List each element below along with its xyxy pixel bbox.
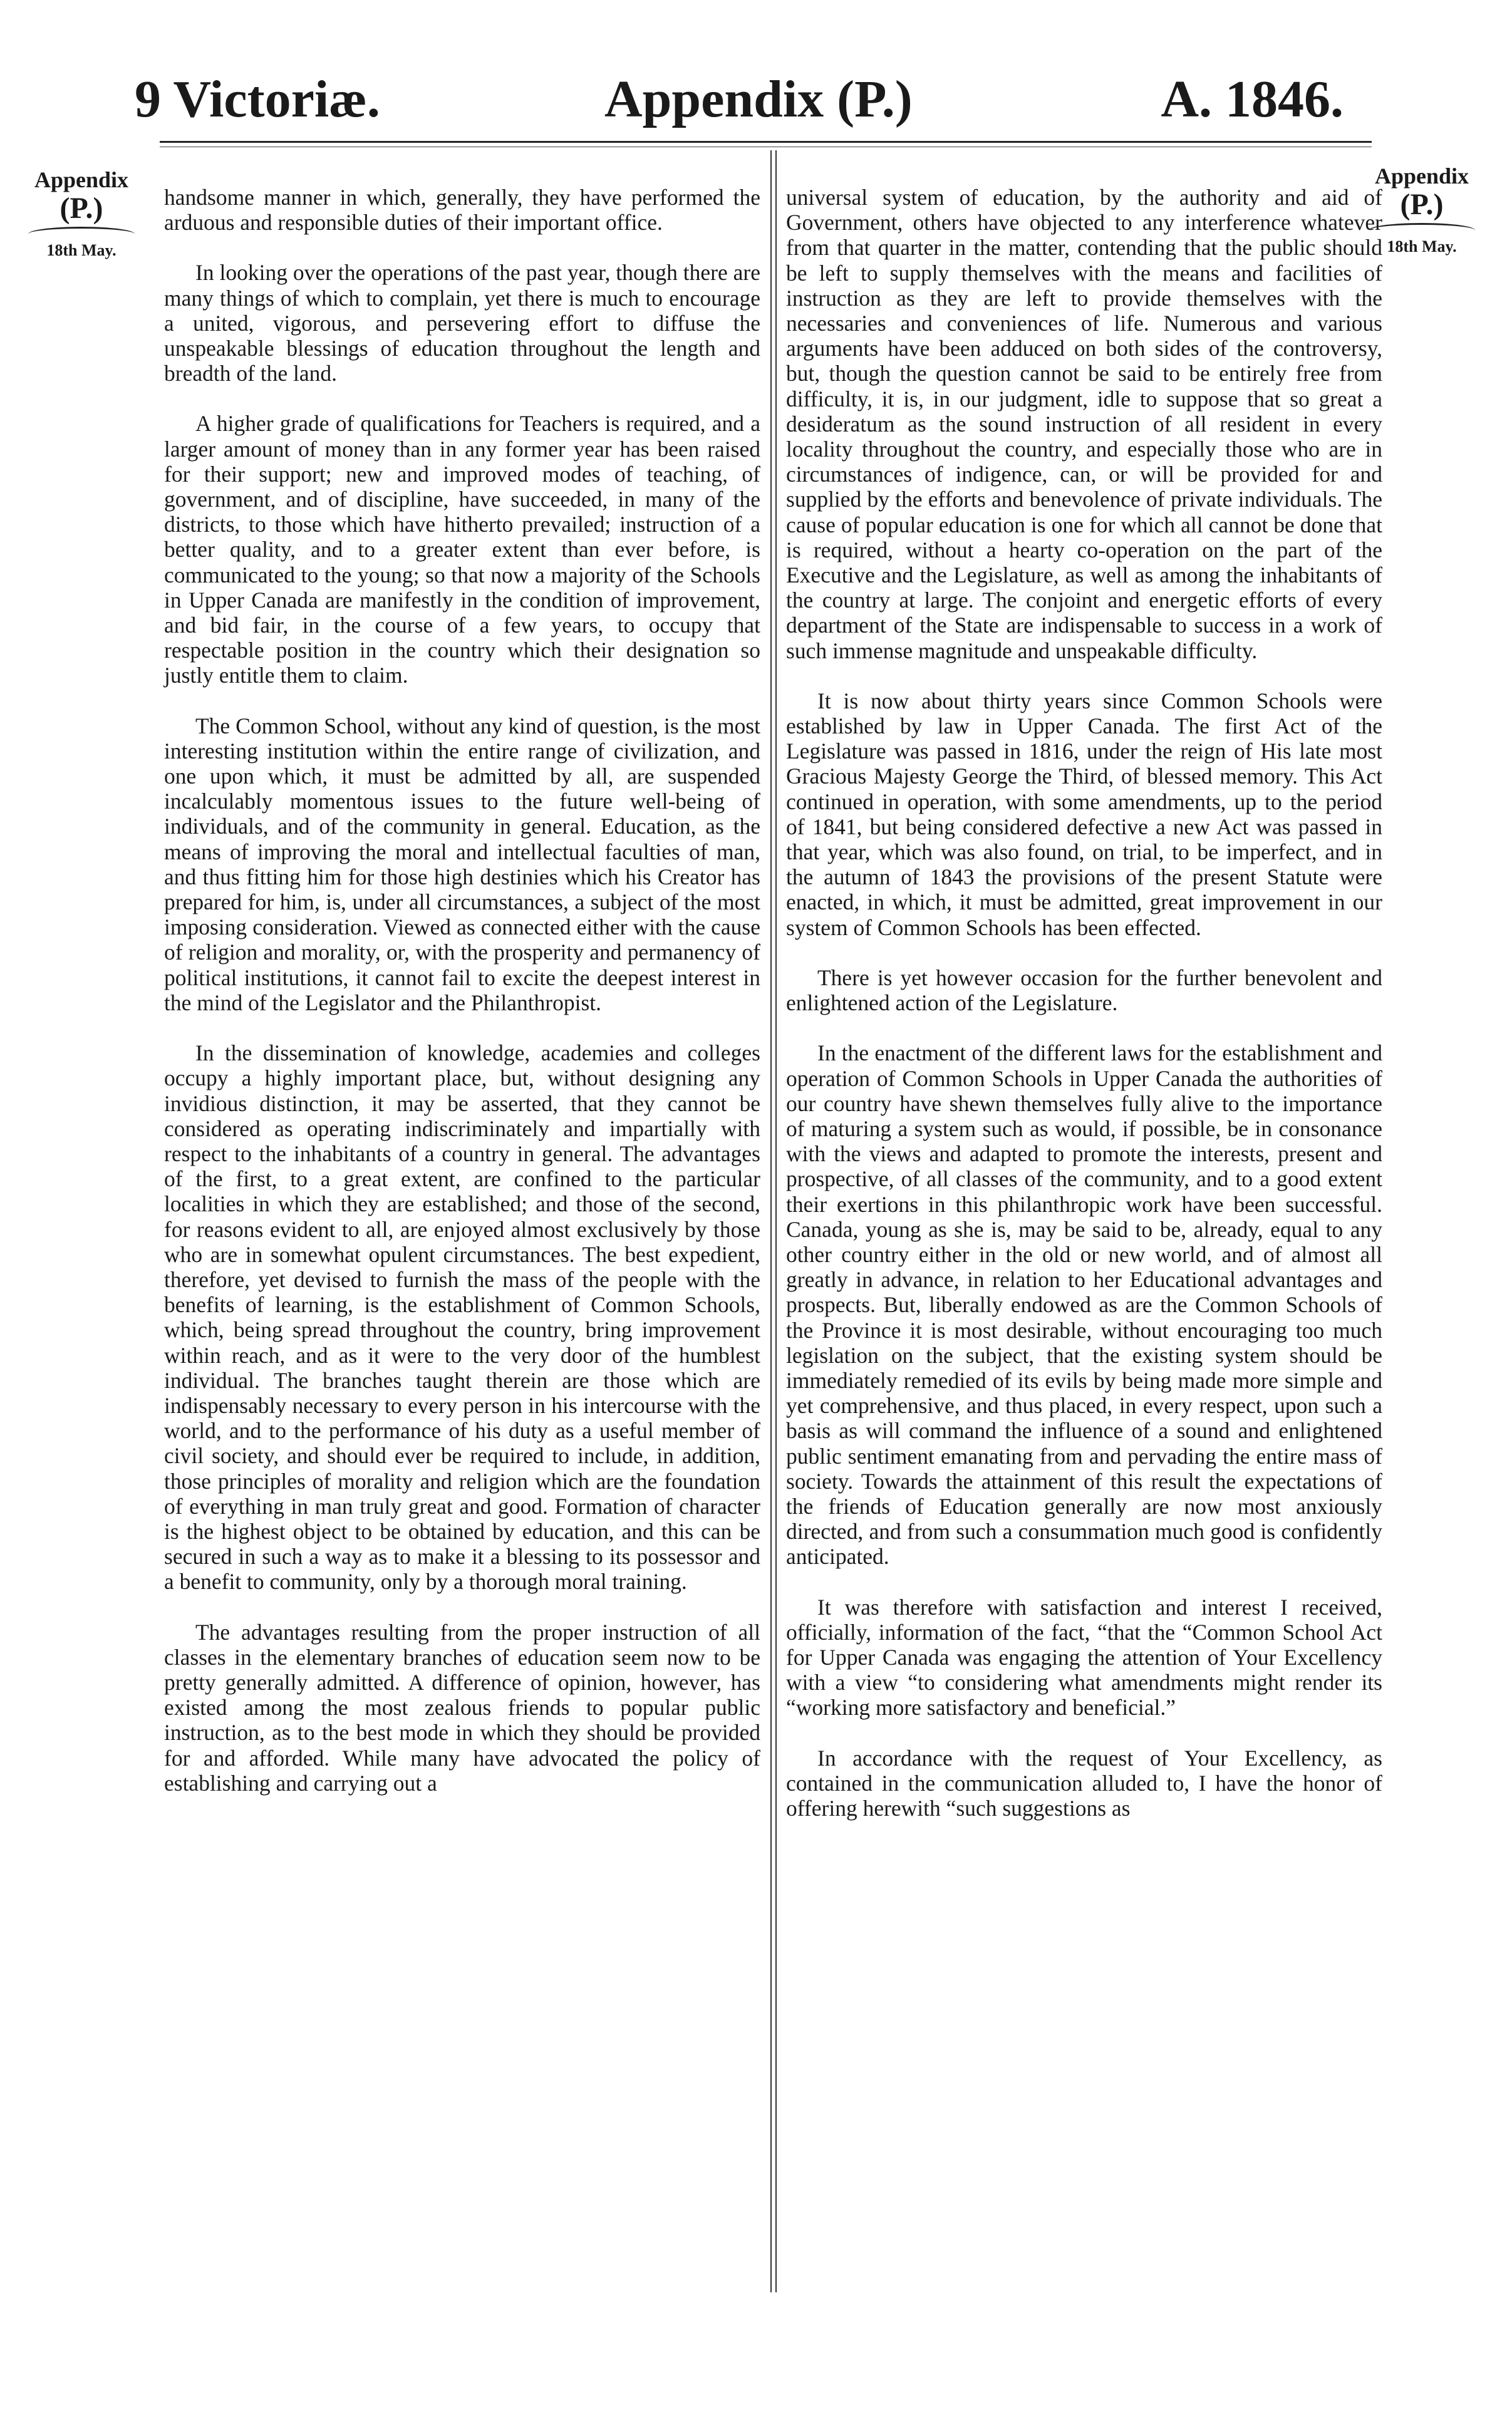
right-column: [786, 185, 1382, 1846]
paragraph: In accordance with the request of Your Excellency, as contained in the communication alluded to, I have the honor of offering herewith “such suggestions as: [786, 1745, 1382, 1821]
margin-appendix-letter: (P.): [60, 191, 103, 225]
paragraph: In looking over the operations of the past year, though there are many things of which to complain, yet there is much to encourage a united, vigorous, and persevering effort to diffuse the unspeakable blessings of education throughout the length and breadth of the land.: [164, 260, 760, 386]
header-session: 9 Victoriæ.: [135, 70, 380, 128]
paragraph: In the dissemination of knowledge, academies and colleges occupy a highly important place, but, without designing any invidious distinction, it may be asserted, that they cannot be considered as operating indiscriminately and impartially with respect to the inhabitants of a country in general. The advantages of the first, to a great extent, are confined to the particular localities in which they are established; and those of the second, for reasons evident to all, are enjoyed almost exclusively by those who are in somewhat opulent circumstances. The best expedient, therefore, yet devised to furnish the mass of the people with the benefits of learning, is the establishment of Common Schools, which, being spread throughout the country, bring improvement within reach, and as it were to the very door of the humblest individual. The branches taught therein are those which are indispensably necessary to every person in his intercourse with the world, and to the performance of his duty as a useful member of civil society, and should ever be required to include, in addition, those principles of morality and religion which are the foundation of everything in man truly great and good. Formation of character is the highest object to be obtained by education, and this can be secured in such a way as to make it a blessing to its possessor and a benefit to community, only by a thorough moral training.: [164, 1040, 760, 1595]
paragraph: There is yet however occasion for the further benevolent and enlightened action of the Legislature.: [786, 965, 1382, 1016]
margin-date: 18th May.: [1387, 237, 1457, 256]
column-divider: [775, 150, 777, 2292]
paragraph: The Common School, without any kind of question, is the most interesting institution within the entire range of civilization, and one upon which, it must be admitted by all, are suspended incalculably momentous issues to the future well-being of individuals, and of the community in general. Education, as the means of improving the moral and intellectual faculties of man, and thus fitting him for those high destinies which his Creator has prepared for him, is, under all circumstances, a subject of the most imposing consideration. Viewed as connected either with the cause of religion and morality, or, with the prosperity and permanency of political institutions, it cannot fail to excite the deepest interest in the mind of the Legislator and the Philanthropist.: [164, 713, 760, 1015]
paragraph: In the enactment of the different laws for the establishment and operation of Common Schools in Upper Canada the authorities of our country have shewn themselves fully alive to the importance of maturing a system such as would, if possible, be in consonance with the views and adapted to promote the interests, present and prospective, of all classes of the community, and to a good extent their exertions in this philanthropic work have been successful. Canada, young as she is, may be said to be, already, equal to any other country either in the old or new world, and of almost all greatly in advance, in relation to her Educational advantages and prospects. But, liberally endowed as are the Common Schools of the Province it is most desirable, without encouraging too much legislation on the subject, that the existing system should be immediately remedied of its evils by being made more simple and yet comprehensive, and thus placed, in every respect, upon such a basis as will command the influence of a sound and enlightened public sentiment emanating from and pervading the entire mass of society. Towards the attainment of this result the expectations of the friends of Education generally are now most anxiously directed, and from such a consummation much good is confidently anticipated.: [786, 1040, 1382, 1570]
brace-mark: [1369, 223, 1475, 237]
paragraph: handsome manner in which, generally, they have performed the arduous and responsible duties of their important office.: [164, 185, 760, 235]
paragraph: The advantages resulting from the proper instruction of all classes in the elementary branches of education seem now to be pretty generally admitted. A difference of opinion, however, has existed among the most zealous friends to popular public instruction, as to the best mode in which they should be provided for and afforded. While many have advocated the policy of establishing and carrying out a: [164, 1619, 760, 1796]
header-appendix: Appendix (P.): [604, 70, 913, 128]
margin-note-left: [19, 168, 144, 260]
margin-appendix-label: Appendix: [34, 167, 129, 192]
left-column: [164, 185, 760, 1821]
header-year: A. 1846.: [1161, 70, 1344, 128]
paragraph: A higher grade of qualifications for Teachers is required, and a larger amount of money than in any former year has been raised for their support; new and improved modes of teaching, of government, and of discipline, have succeeded, in many of the districts, to those which have hitherto prevailed; instruction of a better quality, and to a greater extent than ever before, is communicated to the young; so that now a majority of the Schools in Upper Canada are manifestly in the condition of improvement, and bid fair, in the course of a few years, to occupy that respectable position in the country which their designation so justly entitle them to claim.: [164, 411, 760, 688]
column-divider: [770, 150, 772, 2292]
header-rule: [160, 141, 1372, 143]
paragraph: universal system of education, by the authority and aid of Government, others have objected to any interference whatever from that quarter in the matter, contending that the public should be left to supply themselves with the means and facilities of instruction as they are left to provide themselves with the necessaries and conveniences of life. Numerous and various arguments have been adduced on both sides of the controversy, but, though the question cannot be said to be entirely free from difficulty, it is, in our judgment, idle to suppose that so great a desideratum as the sound instruction of all resident in every locality throughout the country, and especially those who are in circumstances of indigence, can, or will be provided for and supplied by the efforts and benevolence of private individuals. The cause of popular education is one for which all cannot be done that is required, without a hearty co-operation on the part of the Executive and the Legislature, as well as among the inhabitants of the country at large. The conjoint and energetic efforts of every department of the State are indispensable to success in a work of such immense magnitude and unspeakable difficulty.: [786, 185, 1382, 663]
margin-date: 18th May.: [46, 241, 117, 259]
paragraph: It was therefore with satisfaction and interest I received, officially, information of the fact, “that the “Common School Act for Upper Canada was engaging the attention of Your Excellency with a view “to considering what amendments might render its “working more satisfactory and beneficial.”: [786, 1594, 1382, 1721]
margin-appendix-label: Appendix: [1374, 163, 1469, 189]
brace-mark: [28, 227, 135, 241]
page-header: [135, 69, 1344, 144]
margin-appendix-letter: (P.): [1400, 187, 1444, 221]
paragraph: It is now about thirty years since Common Schools were established by law in Upper Canada. The first Act of the Legislature was passed in 1816, under the reign of His late most Gracious Majesty George the Third, of blessed memory. This Act continued in operation, with some amendments, up to the period of 1841, but being considered defective a new Act was passed in that year, which was also found, on trial, to be imperfect, and in the autumn of 1843 the provisions of the present Statute were enacted, in which, it must be admitted, great improvement in our system of Common Schools has been effected.: [786, 688, 1382, 940]
